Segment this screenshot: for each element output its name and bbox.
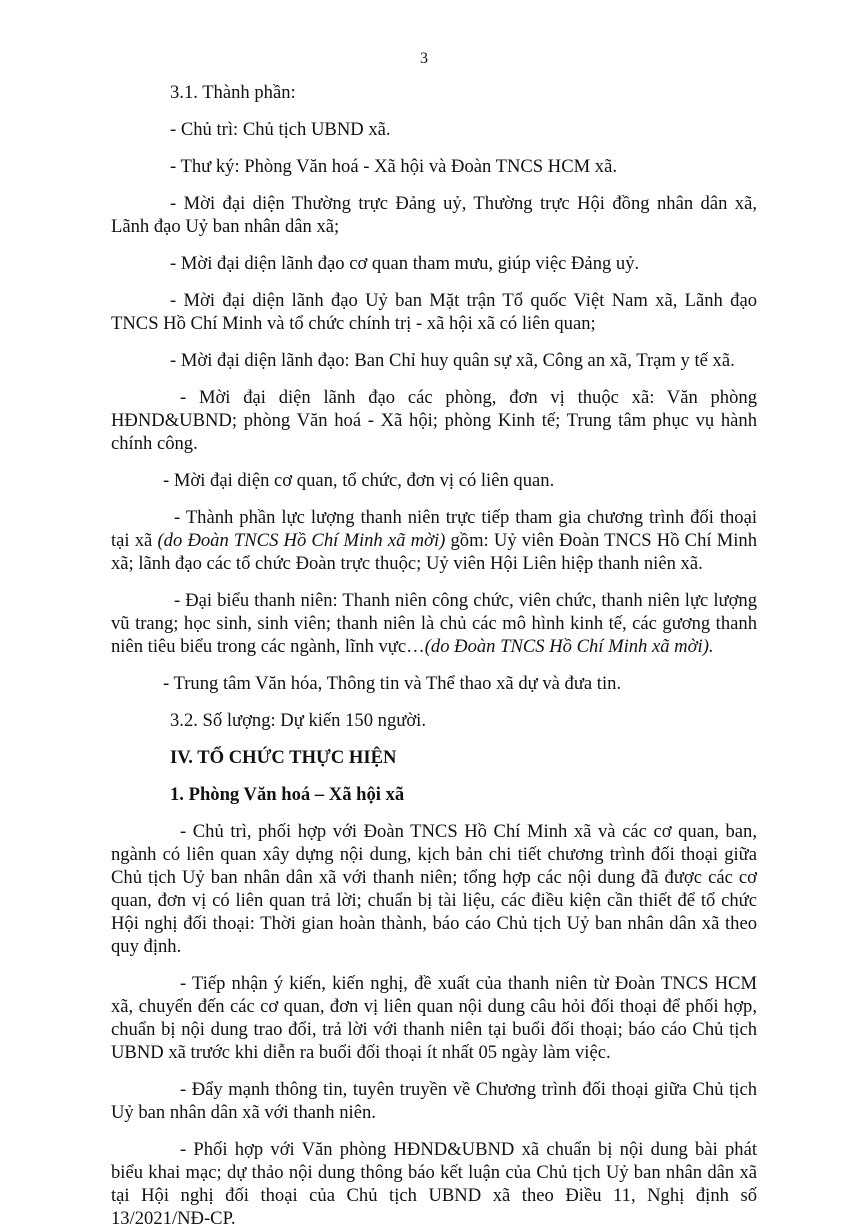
- item-chu-tri: - Chủ trì: Chủ tịch UBND xã.: [170, 119, 391, 140]
- task-phoi-hop: - Phối hợp với Văn phòng HĐND&UBND xã chuẩn bị nội dung bài phát biểu khai mạc; dự thảo nội dung thông báo kết luận của Chủ tịch Uỷ ban nhân dân xã tại Hội nghị đối thoại của Chủ tịch UBND xã theo Điều 11, Nghị định số 13/2021/NĐ-CP.: [111, 1139, 757, 1229]
- item-moi-quan-su: - Mời đại diện lãnh đạo: Ban Chỉ huy quân sự xã, Công an xã, Trạm y tế xã.: [170, 350, 735, 371]
- task-tuyen-truyen: - Đẩy mạnh thông tin, tuyên truyền về Chương trình đối thoại giữa Chủ tịch Uỷ ban nhân dân xã với thanh niên.: [111, 1079, 757, 1123]
- text: - Thành phần lực lượng thanh niên trực tiếp tham gia chương trình đối thoại tại xã: [111, 507, 757, 551]
- item-moi-co-quan: - Mời đại diện cơ quan, tổ chức, đơn vị có liên quan.: [163, 470, 555, 491]
- task-tiep-nhan: - Tiếp nhận ý kiến, kiến nghị, đề xuất của thanh niên từ Đoàn TNCS HCM xã, chuyển đến các cơ quan, đơn vị liên quan nội dung câu hỏi đối thoại để phối hợp, chuẩn bị nội dung trao đổi, trả lời với thanh niên tại buổi đối thoại; báo cáo Chủ tịch UBND xã trước khi diễn ra buổi đối thoại ít nhất 05 ngày làm việc.: [111, 973, 757, 1063]
- item-moi-tham-muu: - Mời đại diện lãnh đạo cơ quan tham mưu, giúp việc Đảng uỷ.: [170, 253, 640, 274]
- italic-note: (do Đoàn TNCS Hồ Chí Minh xã mời): [157, 530, 446, 551]
- item-moi-mat-tran: - Mời đại diện lãnh đạo Uỷ ban Mặt trận Tổ quốc Việt Nam xã, Lãnh đạo TNCS Hồ Chí Minh và tổ chức chính trị - xã hội xã có liên quan;: [111, 290, 757, 334]
- text: gồm: Uỷ viên Đoàn TNCS Hồ Chí Minh xã; lãnh đạo các tổ chức Đoàn trực thuộc; Uỷ viên Hội Liên hiệp thanh niên xã.: [111, 530, 758, 574]
- item-moi-thuong-truc: - Mời đại diện Thường trực Đảng uỷ, Thường trực Hội đồng nhân dân xã, Lãnh đạo Uỷ ban nhân dân xã;: [111, 193, 757, 237]
- heading-iv: IV. TỔ CHỨC THỰC HIỆN: [170, 747, 397, 768]
- item-dai-bieu-thanh-nien: [111, 589, 757, 658]
- task-chu-tri: - Chủ trì, phối hợp với Đoàn TNCS Hồ Chí Minh xã và các cơ quan, ban, ngành có liên quan xây dựng nội dung, kịch bản chi tiết chương trình đối thoại giữa Chủ tịch Uỷ ban nhân dân xã với thanh niên; tổng hợp các nội dung đã được các cơ quan, đơn vị có liên quan trả lời; chuẩn bị tài liệu, các điều kiện cần thiết để tổ chức Hội nghị đối thoại: Thời gian hoàn thành, báo cáo Chủ tịch Uỷ ban nhân dân xã theo quy định.: [111, 821, 757, 957]
- section-3-1-title: 3.1. Thành phần:: [170, 82, 296, 103]
- page-number: 3: [420, 50, 428, 67]
- item-thanh-phan-thanh-nien: [111, 506, 757, 575]
- item-trung-tam-van-hoa: - Trung tâm Văn hóa, Thông tin và Thể thao xã dự và đưa tin.: [163, 673, 622, 694]
- item-thu-ky: - Thư ký: Phòng Văn hoá - Xã hội và Đoàn TNCS HCM xã.: [170, 156, 618, 177]
- item-moi-phong-ban: - Mời đại diện lãnh đạo các phòng, đơn vị thuộc xã: Văn phòng HĐND&UBND; phòng Văn hoá - Xã hội; phòng Kinh tế; Trung tâm phục vụ hành chính công.: [111, 387, 757, 454]
- heading-1: 1. Phòng Văn hoá – Xã hội xã: [170, 784, 405, 805]
- section-3-2: 3.2. Số lượng: Dự kiến 150 người.: [170, 710, 426, 731]
- document-body: [111, 81, 757, 1230]
- italic-note: (do Đoàn TNCS Hồ Chí Minh xã mời).: [424, 636, 714, 657]
- text: - Đại biểu thanh niên: Thanh niên công chức, viên chức, thanh niên lực lượng vũ trang; học sinh, sinh viên; thanh niên là chủ các mô hình kinh tế, các gương thanh niên tiêu biểu trong các ngành, lĩnh vực…: [111, 590, 757, 657]
